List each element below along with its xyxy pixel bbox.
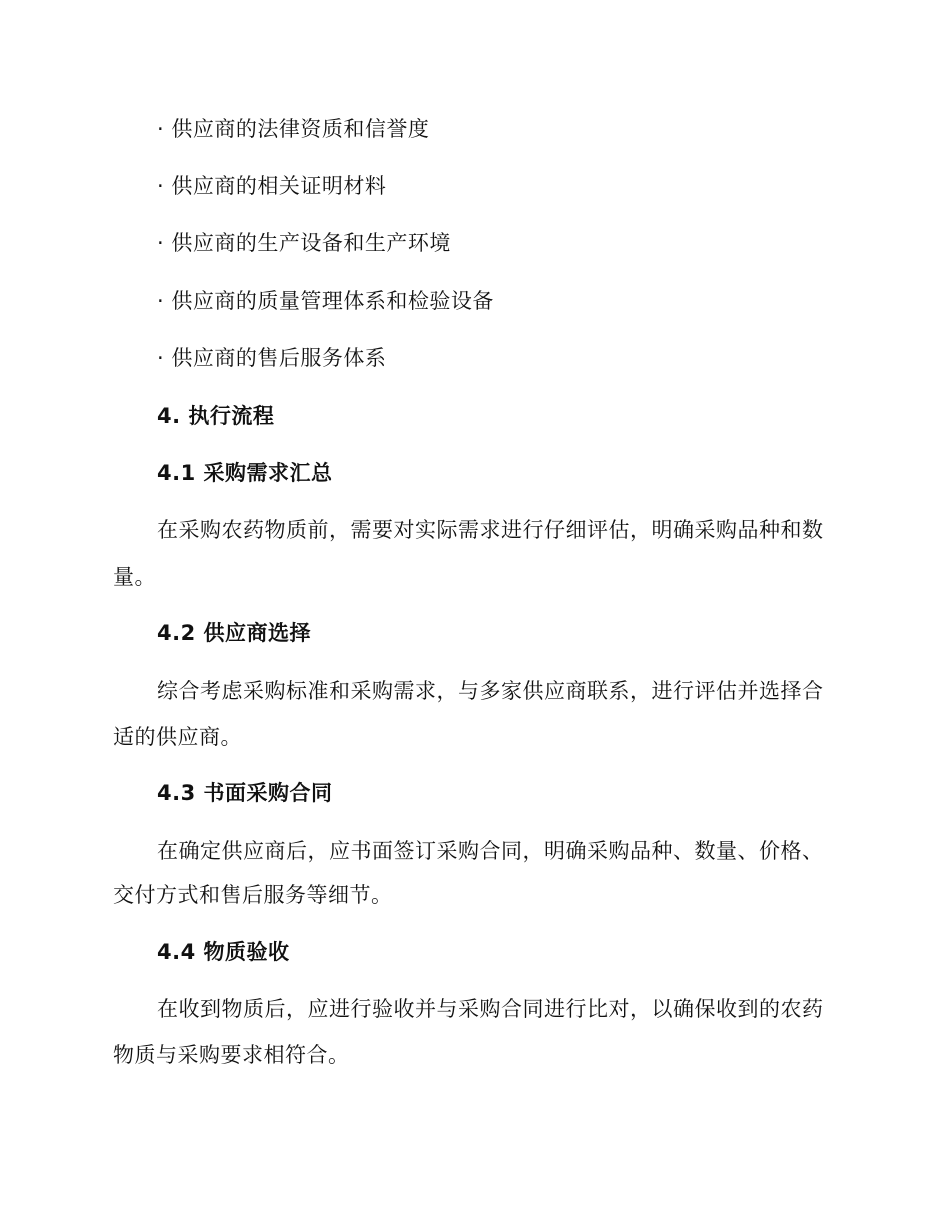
subsection-heading: 4.1 采购需求汇总	[157, 461, 333, 485]
paragraph-line: 在确定供应商后，应书面签订采购合同，明确采购品种、数量、价格、	[157, 839, 824, 863]
paragraph-line: 综合考虑采购标准和采购需求，与多家供应商联系，进行评估并选择合	[157, 679, 824, 703]
section-title: 4. 执行流程	[157, 404, 275, 428]
subsection-heading: 4.3 书面采购合同	[157, 781, 333, 805]
bullet-item: · 供应商的相关证明材料	[157, 174, 387, 198]
subsection-heading: 4.4 物质验收	[157, 940, 290, 964]
paragraph-line: 交付方式和售后服务等细节。	[113, 883, 393, 907]
paragraph-line: 在收到物质后，应进行验收并与采购合同进行比对，以确保收到的农药	[157, 997, 824, 1021]
subsection-heading: 4.2 供应商选择	[157, 621, 312, 645]
paragraph-line: 物质与采购要求相符合。	[113, 1043, 350, 1067]
paragraph-line: 量。	[113, 565, 156, 589]
bullet-item: · 供应商的生产设备和生产环境	[157, 231, 451, 255]
paragraph-line: 适的供应商。	[113, 725, 242, 749]
bullet-item: · 供应商的法律资质和信誉度	[157, 117, 430, 141]
bullet-item: · 供应商的质量管理体系和检验设备	[157, 289, 494, 313]
paragraph-line: 在采购农药物质前，需要对实际需求进行仔细评估，明确采购品种和数	[157, 518, 824, 542]
bullet-item: · 供应商的售后服务体系	[157, 346, 387, 370]
